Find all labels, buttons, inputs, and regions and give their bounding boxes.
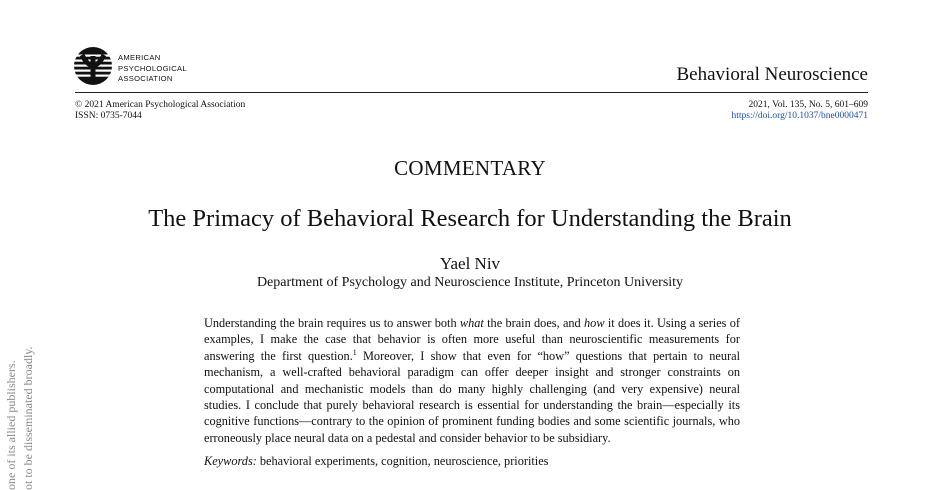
abstract-text-3: it does it. Using a series of examples, I make the case that behavior is often more useful than neuroscientific measurements for answering the first question. <box>204 316 740 363</box>
keywords <box>204 454 548 469</box>
keywords-label: Keywords: <box>204 454 257 468</box>
logo-line-2: PSYCHOLOGICAL <box>118 63 187 73</box>
publication-meta-right <box>731 100 868 122</box>
abstract-text-1: Understanding the brain requires us to answer both <box>204 316 460 330</box>
side-notice-line-1: one of its allied publishers. <box>4 360 18 490</box>
author-name: Yael Niv <box>439 254 501 273</box>
doi-link[interactable]: https://doi.org/10.1037/bne0000471 <box>731 111 868 121</box>
abstract <box>204 315 740 446</box>
issn: ISSN: 0735-7044 <box>75 111 142 121</box>
abstract-emphasis-how: how <box>584 316 605 330</box>
author-affiliation: Department of Psychology and Neuroscience Institute, Princeton University <box>256 275 684 290</box>
abstract-text-2: the brain does, and <box>483 316 585 330</box>
keywords-list: behavioral experiments, cognition, neuroscience, priorities <box>259 454 549 468</box>
side-notice-line-2: ot to be disseminated broadly. <box>21 346 35 490</box>
abstract-emphasis-what: what <box>459 316 484 330</box>
footnote-marker[interactable]: 1 <box>352 347 357 357</box>
abstract-text-4: Moreover, I show that even for “how” questions that pertain to neural mechanism, a well-crafted behavioral paradigm can offer deeper insight and stronger constraints on computational and mechanistic models than do many highly challenging (and very expensive) neural studies. I conclude that purely behavioral research is essential for understanding the brain—especially its cognitive functions—contrary to the opinion of prominent funding bodies and some scientific journals, who erroneously place neural data on a pedestal and consider behavior to be subsidiary. <box>204 348 740 445</box>
logo-line-1: AMERICAN <box>118 53 161 62</box>
side-copyright-notice <box>0 310 60 490</box>
copyright: © 2021 American Psychological Association <box>75 100 246 110</box>
journal-name: Behavioral Neuroscience <box>676 64 868 85</box>
logo-line-3: ASSOCIATION <box>118 74 173 83</box>
publication-meta-left <box>75 100 245 122</box>
article-type: COMMENTARY <box>394 156 546 180</box>
article-title: The Primacy of Behavioral Research for Understanding the Brain <box>148 205 792 232</box>
apa-seal-icon <box>73 46 113 86</box>
logo-text <box>118 53 187 85</box>
apa-logo <box>73 46 187 86</box>
header-rule <box>75 92 868 93</box>
citation: 2021, Vol. 135, No. 5, 601–609 <box>748 100 868 110</box>
